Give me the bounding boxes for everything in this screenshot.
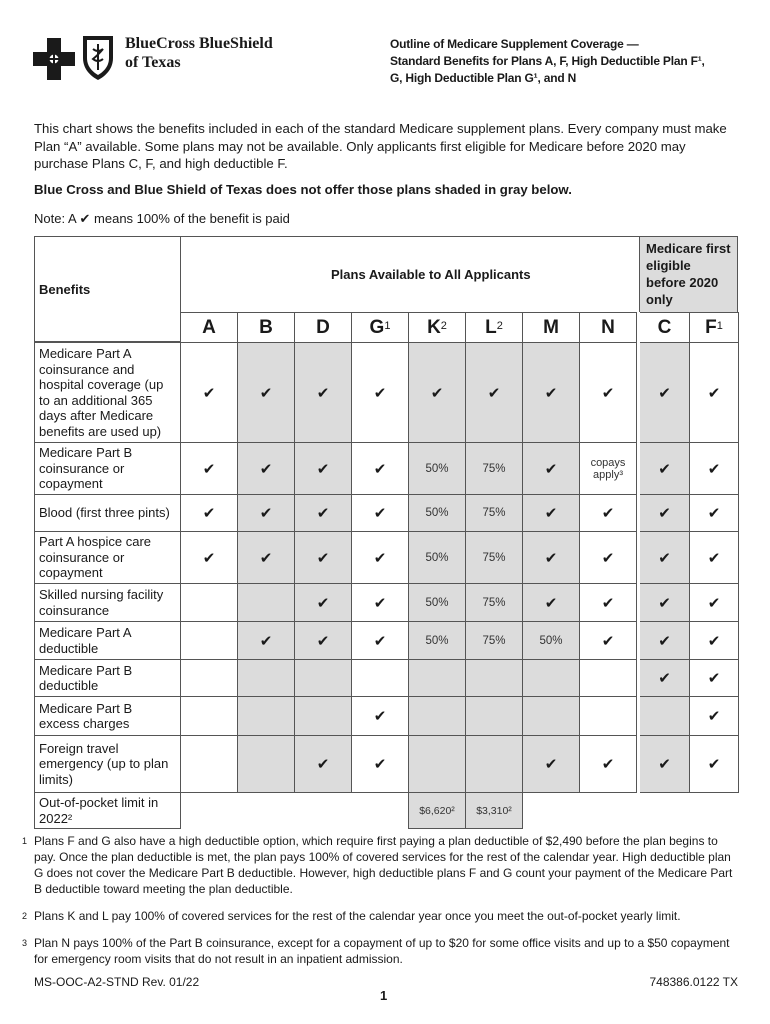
benefit-label: Medicare Part B coinsurance or copayment [34, 442, 181, 495]
plan-c-cell: ✔ [639, 583, 690, 622]
plan-c-cell: ✔ [639, 342, 690, 443]
plan-m-cell: ✔ [522, 531, 580, 584]
plan-f-cell: ✔ [689, 531, 739, 584]
medicare-first-eligible-header: Medicare first eligible before 2020 only [639, 236, 738, 313]
plan-b-cell [237, 583, 295, 622]
plan-g-cell: ✔ [351, 342, 409, 443]
plan-letter: F [705, 316, 717, 338]
plan-k-cell [408, 659, 466, 697]
plan-b-cell: ✔ [237, 494, 295, 532]
benefit-label: Skilled nursing facility coinsurance [34, 583, 181, 622]
plans-available-label: Plans Available to All Applicants [331, 267, 531, 282]
footnote-text: Plans F and G also have a high deductible option, which require first paying a plan deductible of $2,490 before the plan begins to pay. Once the plan deductible is met, the plan pays 100% of covered services for the rest of the calendar year. High deductible plan G does not cover the Medicare Part B deductible. However, high deductible plans F and G count your payment of the Medicare Part B deductible toward meeting the plan deductible. [34, 834, 733, 896]
benefit-label: Medicare Part A coinsurance and hospital coverage (up to an additional 365 days after Medicare benefits are used up) [34, 342, 181, 443]
page-number: 1 [380, 988, 388, 1003]
plan-b-cell [237, 696, 295, 736]
plan-m-cell: 50% [522, 621, 580, 660]
plan-a-cell: ✔ [180, 494, 238, 532]
plan-l-cell: 75% [465, 494, 523, 532]
benefit-label: Part A hospice care coinsurance or copayment [34, 531, 181, 584]
plan-k-cell: ✔ [408, 342, 466, 443]
plan-a-cell [180, 696, 238, 736]
plan-l-cell [465, 659, 523, 697]
plan-b-header [237, 312, 295, 343]
plan-f-cell: ✔ [689, 659, 739, 697]
plan-m-cell: ✔ [522, 735, 580, 793]
plan-k-cell: $6,620² [408, 792, 466, 829]
plan-d-cell: ✔ [294, 531, 352, 584]
plan-k-cell: 50% [408, 531, 466, 584]
plan-letter: C [657, 316, 672, 338]
plan-m-cell: ✔ [522, 442, 580, 495]
plan-l-cell: 75% [465, 531, 523, 584]
plan-g-cell: ✔ [351, 735, 409, 793]
plan-f-cell: ✔ [689, 621, 739, 660]
benefit-label: Medicare Part B excess charges [34, 696, 181, 736]
plan-n-cell: ✔ [579, 342, 637, 443]
plan-d-cell: ✔ [294, 494, 352, 532]
plan-f-cell: ✔ [689, 583, 739, 622]
plan-d-cell [294, 659, 352, 697]
benefit-label: Blood (first three pints) [34, 494, 181, 532]
footnote-text: Plan N pays 100% of the Part B coinsurance, except for a copayment of up to $20 for some office visits and up to a $50 copayment for emergency room visits that do not result in an inpatient admission. [34, 936, 730, 966]
plan-f-cell: ✔ [689, 442, 739, 495]
plan-f-header [689, 312, 739, 343]
plan-b-cell: ✔ [237, 621, 295, 660]
plan-f-cell: ✔ [689, 696, 739, 736]
plan-footnote-ref: 1 [716, 319, 723, 332]
plan-a-header [180, 312, 238, 343]
plan-l-cell: ✔ [465, 342, 523, 443]
cross-shield-logo-icon [33, 30, 121, 82]
plan-m-header [522, 312, 580, 343]
plan-d-cell: ✔ [294, 621, 352, 660]
plan-d-cell: ✔ [294, 342, 352, 443]
plan-g-header [351, 312, 409, 343]
plan-footnote-ref: 1 [384, 319, 391, 332]
plan-g-cell: ✔ [351, 583, 409, 622]
document-title [390, 36, 750, 87]
benefit-label: Medicare Part B deductible [34, 659, 181, 697]
plans-available-header [180, 236, 640, 313]
plan-b-cell: ✔ [237, 442, 295, 495]
plan-c-cell: ✔ [639, 442, 690, 495]
benefits-header: Benefits [34, 236, 181, 342]
intro-paragraph: This chart shows the benefits included in each of the standard Medicare supplement plans. Every company must make Plan “A” available. Some plans may not be available. Only applicants first eligible for Medicare before 2020 may purchase Plans C, F, and high deductible F. [34, 121, 727, 171]
footnote-2 [22, 908, 738, 924]
plan-n-cell: ✔ [579, 531, 637, 584]
plan-d-header [294, 312, 352, 343]
benefit-label: Foreign travel emergency (up to plan limits) [34, 735, 181, 793]
plan-l-header [465, 312, 523, 343]
plan-letter: L [485, 316, 497, 338]
benefit-label: Out-of-pocket limit in 2022² [34, 792, 181, 829]
plan-a-cell: ✔ [180, 531, 238, 584]
title-line-1: Outline of Medicare Supplement Coverage — [390, 37, 639, 51]
plan-k-cell: 50% [408, 442, 466, 495]
plan-m-cell [522, 696, 580, 736]
title-line-3: G, High Deductible Plan G¹, and N [390, 71, 577, 85]
bcbstx-logo [33, 30, 303, 82]
plan-n-cell: ✔ [579, 735, 637, 793]
plan-l-cell: $3,310² [465, 792, 523, 829]
checkmark-note: Note: A ✔ means 100% of the benefit is paid [34, 211, 290, 226]
plan-b-cell: ✔ [237, 342, 295, 443]
plan-c-cell [639, 696, 690, 736]
footnote-number: 2 [22, 911, 28, 921]
plan-letter: K [427, 316, 441, 338]
plan-letter: B [259, 316, 273, 338]
plan-n-header [579, 312, 637, 343]
plan-k-cell [408, 735, 466, 793]
plan-l-cell [465, 696, 523, 736]
plan-footnote-ref: 2 [496, 319, 503, 332]
plan-a-cell [180, 659, 238, 697]
plan-c-cell: ✔ [639, 659, 690, 697]
plan-c-cell: ✔ [639, 621, 690, 660]
plan-a-cell [180, 735, 238, 793]
plan-letter: G [369, 316, 385, 338]
benefit-label: Medicare Part A deductible [34, 621, 181, 660]
plan-c-cell: ✔ [639, 494, 690, 532]
footnote-1 [22, 833, 738, 897]
plan-l-cell: 75% [465, 583, 523, 622]
plan-a-cell: ✔ [180, 342, 238, 443]
plan-d-cell: ✔ [294, 735, 352, 793]
plan-n-cell: ✔ [579, 494, 637, 532]
plan-k-cell [408, 696, 466, 736]
plan-n-cell: copays apply³ [579, 442, 637, 495]
plan-g-cell [351, 659, 409, 697]
plan-c-header [639, 312, 690, 343]
plan-letter: N [601, 316, 615, 338]
plan-m-cell [522, 659, 580, 697]
benefits-table [34, 236, 738, 828]
plan-b-cell [237, 735, 295, 793]
plan-a-cell: ✔ [180, 442, 238, 495]
brand-line-2: of Texas [125, 54, 181, 71]
plan-l-cell [465, 735, 523, 793]
plan-k-cell: 50% [408, 583, 466, 622]
plan-c-cell: ✔ [639, 531, 690, 584]
plan-l-cell: 75% [465, 621, 523, 660]
plan-m-cell: ✔ [522, 342, 580, 443]
plan-f-cell: ✔ [689, 735, 739, 793]
plan-d-cell: ✔ [294, 583, 352, 622]
column-gap [637, 312, 640, 829]
plan-g-cell: ✔ [351, 494, 409, 532]
plan-m-cell: ✔ [522, 583, 580, 622]
plan-c-cell: ✔ [639, 735, 690, 793]
footnote-number: 3 [22, 938, 28, 948]
plan-b-cell [237, 659, 295, 697]
footnote-number: 1 [22, 836, 28, 846]
plan-a-cell [180, 621, 238, 660]
plan-f-cell: ✔ [689, 342, 739, 443]
plan-m-cell: ✔ [522, 494, 580, 532]
plan-d-cell: ✔ [294, 442, 352, 495]
plan-n-cell: ✔ [579, 621, 637, 660]
plan-g-cell: ✔ [351, 621, 409, 660]
shading-notice: Blue Cross and Blue Shield of Texas does not offer those plans shaded in gray below. [34, 182, 572, 197]
plan-letter: A [202, 316, 216, 338]
plan-n-cell [579, 696, 637, 736]
title-line-2: Standard Benefits for Plans A, F, High Deductible Plan F¹, [390, 54, 705, 68]
plan-footnote-ref: 2 [440, 319, 447, 332]
plan-n-cell [579, 659, 637, 697]
footnote-text: Plans K and L pay 100% of covered services for the rest of the calendar year once you meet the out-of-pocket yearly limit. [34, 909, 681, 923]
plan-g-cell: ✔ [351, 442, 409, 495]
plan-letter: M [543, 316, 559, 338]
plan-letter: D [316, 316, 330, 338]
plan-k-cell: 50% [408, 494, 466, 532]
plan-g-cell: ✔ [351, 531, 409, 584]
doc-code: 748386.0122 TX [649, 975, 738, 989]
plan-b-cell: ✔ [237, 531, 295, 584]
plan-a-cell [180, 583, 238, 622]
form-id: MS-OOC-A2-STND Rev. 01/22 [34, 975, 200, 989]
plan-l-cell: 75% [465, 442, 523, 495]
footnote-3 [22, 935, 738, 967]
brand-line-1: BlueCross BlueShield [125, 35, 273, 52]
plan-g-cell: ✔ [351, 696, 409, 736]
plan-k-header [408, 312, 466, 343]
plan-f-cell: ✔ [689, 494, 739, 532]
plan-n-cell: ✔ [579, 583, 637, 622]
plan-k-cell: 50% [408, 621, 466, 660]
plan-d-cell [294, 696, 352, 736]
